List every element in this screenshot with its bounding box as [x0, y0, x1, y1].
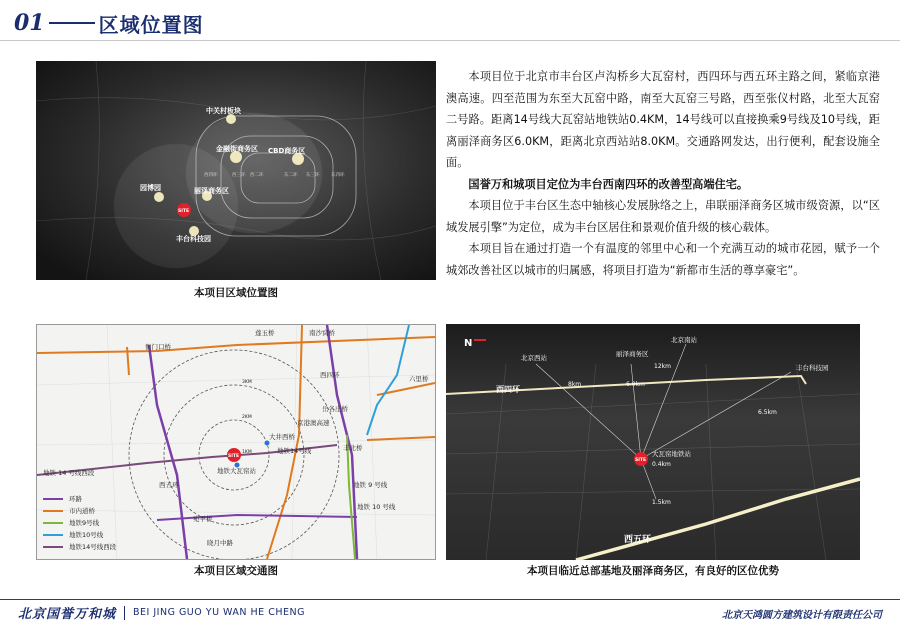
map3-site-label: SITE	[635, 458, 647, 463]
header-divider	[0, 40, 900, 41]
map3-distance: 6.5km	[758, 409, 777, 416]
legend-item: 地铁10号线	[69, 531, 104, 539]
map3-distance: 8km	[568, 381, 582, 388]
map2-label: 莲玉桥	[255, 329, 275, 337]
description-paragraph-1: 本项目位于北京市丰台区卢沟桥乡大瓦窑村，西四环与西五环主路之间，紧临京港澳高速。四至范围为东至大瓦窑中路，南至大瓦窑三号路，西至张仪村路，北至大瓦窑二号路。距离14号线大瓦窑站地铁站0.4KM，14号线可以直接换乘9号线及10号线，距离丽泽商务区6.0KM，距离北京西站站8.0KM。交通路网发达，出行便利，配套设施全面。	[446, 70, 880, 169]
map2-label: 丰北桥	[343, 444, 363, 452]
traffic-map-caption: 本项目区域交通图	[194, 565, 278, 577]
map2-label: 南沙窝桥	[309, 329, 335, 337]
description-positioning: 国誉万和城项目定位为丰台西南四环的改善型高端住宅。	[468, 177, 749, 191]
location-map-caption: 本项目区域位置图	[194, 287, 278, 299]
map3-label: 北京西站	[521, 354, 547, 362]
page-title: 区域位置图	[98, 12, 204, 37]
map3-distance: 12km	[654, 363, 671, 370]
map3-distance: 0.4km	[652, 461, 671, 468]
footer-brand	[18, 603, 305, 622]
map1-site-label: SITE	[178, 209, 190, 214]
map1-ring-label: 西四环	[204, 173, 218, 178]
map3-label: 大瓦窑地铁站	[652, 450, 691, 458]
map2-label: 衙门口桥	[145, 343, 171, 351]
map2-label: 西四环	[320, 371, 340, 379]
aerial-map-svg	[446, 324, 860, 560]
map2-label: 地铁 9 号线	[353, 481, 388, 489]
map1-ring-label: 西三环	[232, 173, 246, 178]
map1-label-finance-street: 金融街商务区	[216, 145, 258, 153]
description-paragraph-3: 本项目位于丰台区生态中轴核心发展脉络之上，串联丽泽商务区城市级资源，以“区域发展引擎”为定位，成为丰台区居住和景观价值升级的核心载体。	[446, 199, 880, 234]
map3-label: 西四环	[496, 385, 520, 394]
brand-separator	[124, 606, 125, 620]
map1-ring-label: 东二环	[284, 173, 298, 178]
map1-label-zhongguancun: 中关村板块	[206, 107, 241, 115]
aerial-map	[446, 324, 860, 560]
map1-ring-label: 西二环	[250, 173, 264, 178]
map3-distance: 6.0km	[626, 381, 645, 388]
map3-label: 北京南站	[671, 336, 697, 344]
map3-label: 丽泽商务区	[616, 350, 649, 358]
map2-label: 1KM	[242, 450, 252, 455]
section-number: 01	[14, 10, 45, 36]
map1-label-yuanboyuan: 园博园	[140, 184, 161, 192]
map2-label: 岳各庄桥	[322, 405, 348, 413]
map1-ring-label: 东四环	[331, 173, 345, 178]
map2-label: 宛平桥	[193, 515, 213, 523]
map2-label: 2KM	[242, 415, 252, 420]
location-map	[36, 61, 436, 280]
map3-label: 丰台科技园	[796, 364, 829, 372]
map3-distance: 1.5km	[652, 499, 671, 506]
location-map-svg	[36, 61, 436, 280]
map2-label: 六里桥	[409, 375, 429, 383]
header-dash	[49, 22, 95, 24]
map1-ring-label: 东三环	[306, 173, 320, 178]
legend-item: 市内道桥	[69, 507, 95, 515]
map2-label: 地铁大瓦窑站	[217, 467, 256, 475]
legend-item: 地铁9号线	[69, 519, 100, 527]
page-header	[14, 8, 204, 38]
map1-label-fengtai-tech: 丰台科技园	[176, 235, 211, 243]
map2-label: 地铁 14 号线西段	[43, 469, 95, 477]
description-text	[446, 66, 880, 281]
map2-label: 地铁14号线	[277, 447, 312, 455]
traffic-map	[36, 324, 436, 560]
map2-label: 大井西桥	[269, 433, 295, 441]
traffic-map-svg	[37, 325, 435, 559]
map2-site-label: SITE	[228, 454, 240, 459]
brand-name-en: BEI JING GUO YU WAN HE CHENG	[133, 607, 305, 618]
footer-divider	[0, 599, 900, 600]
map3-label: 西五环	[624, 535, 652, 545]
subway-station-icon	[265, 441, 270, 446]
map2-label: 西五环	[159, 481, 179, 489]
map2-label: 地铁 10 号线	[357, 503, 396, 511]
map2-label: 京港澳高速	[297, 419, 330, 427]
legend-item: 环路	[69, 495, 82, 503]
map2-label: 3KM	[242, 380, 252, 385]
aerial-map-caption: 本项目临近总部基地及丽泽商务区，有良好的区位优势	[527, 565, 779, 577]
legend-item: 地铁14号线西段	[69, 543, 117, 551]
north-arrow-icon: N	[464, 338, 473, 349]
brand-name-cn: 北京国誉万和城	[18, 607, 117, 622]
description-paragraph-4: 本项目旨在通过打造一个有温度的邻里中心和一个充满互动的城市花园，赋予一个城郊改善社区以城市的归属感，将项目打造为“新都市生活的尊享豪宅”。	[446, 242, 880, 277]
map1-label-lize: 丽泽商务区	[194, 187, 229, 195]
map1-label-cbd: CBD商务区	[268, 147, 306, 155]
company-name: 北京天鸿圆方建筑设计有限责任公司	[722, 610, 882, 621]
map2-label: 晓月中路	[207, 539, 233, 547]
